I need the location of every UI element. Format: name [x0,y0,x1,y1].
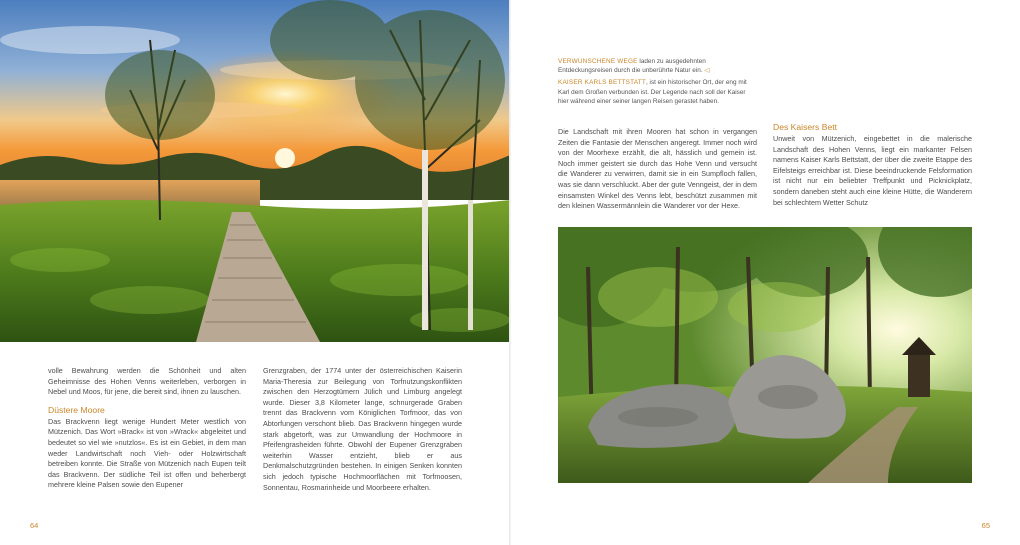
rock-forest-image [558,227,972,483]
column-middle-body: Grenzgraben, der 1774 unter der österreichischen Kaiserin Maria-Theresia zur Beilegung von Torfnutzungskonflikten zwischen den Herzogtümern Jülich und Limburg angelegt wurde. Dieser 3,8 Kilometer lange, schnurgerade Graben trennt das Brackvenn vom Königlichen Torfmoor, das von Abtorfungen verschont blieb. Das Brackvenn hingegen wurde stark abgetorft, was zur Umwandlung der Hochmoore in Pfeifengrasheiden führte. Obwohl der Eupener Grenzgraben weiterhin Wasser entzieht, blieb er aus Denkmalschutzgründen bestehen. In einigen Senken konnten sich jedoch typische Hochmoorflächen mit Torfmoosen, Sonnentau, Rosmarinheide und Moorbeere erhalten. [263,366,462,492]
sunset-boardwalk-photo [0,0,510,342]
photo-captions [558,57,748,106]
column-middle [263,366,462,493]
page-gutter [509,0,511,545]
column-right-a [558,127,757,212]
caption-1 [558,57,748,75]
column-left [48,366,246,491]
heading-duestere-moore: Düstere Moore [48,404,105,415]
column-right-b-body: Unweit von Mützenich, eingebettet in die malerische Landschaft des Hohen Venns, liegt ein markanter Felsen namens Kaiser Karls Bettstatt, der über die zweite Etappe des Eifelsteigs erreichbar ist. Diese beeindruckende Felsformation ist nicht nur ein beliebter Treffpunkt und Picknickplatz, sondern daneben steht auch eine kleine Hütte, die Wanderern bei schlechtem Wetter Schutz [773,134,972,207]
caption-1-lead: VERWUNSCHENE WEGE [558,58,638,65]
triangle-left-icon: ◁ [702,67,710,75]
column-left-intro: volle Bewahrung werden die Schönheit und alten Geheimnisse des Hohen Venns weiterleben, verborgen in Nebel und Moos, für jene, die bereit sind, ihnen zu lauschen. [48,366,246,397]
caption-2-lead: KAISER KARLS BETTSTATT [558,79,646,87]
column-right-b [773,121,972,208]
rock-forest-photo [558,227,972,483]
caption-1-text: laden zu ausgedehnten Entdeckungsreisen durch die unberührte Natur ein. [558,58,706,75]
page-number-left: 64 [30,521,39,530]
caption-2 [558,78,748,106]
page-number-right: 65 [981,521,990,530]
heading-des-kaisers-bett: Des Kaisers Bett [773,122,837,132]
column-right-a-body: Die Landschaft mit ihren Mooren hat schon in vergangen Zeiten die Fantasie der Menschen angeregt. Immer noch wird von der Moorhexe erzählt, die alt, hässlich und gemein ist. Noch immer geistert sie durch das Hohe Venn und versucht die Wanderer zu verwirren, damit sie in ein Sumpfloch fallen, was sie dann verschluckt. Aber der gute Venngeist, der in dem einsamsten Winkel des Venns lebt, beschützt zusammen mit den kleinen Wassermännlein die Wanderer vor der Hexe. [558,127,757,211]
caption-2-text: , ist ein historischer Ort, der eng mit Karl dem Großen verbunden ist. Der Legende nach soll der Kaiser hier während einer seiner langen Reisen gerastet haben. [558,79,747,105]
sunset-boardwalk-image [0,0,510,342]
column-left-body: Das Brackvenn liegt wenige Hundert Meter westlich von Mützenich. Das Wort »Brack« ist von »Wrack« abgeleitet und bedeutet so viel wie »nutzlos«. Es ist ein Gebiet, in dem man weder Landwirtschaft noch Vieh- oder Holzwirtschaft betreiben konnte. Die Straße von Mützenich nach Eupen teilt das Brackvenn. Der südliche Teil ist offen und beherbergt mehrere kleine Palsen sowie den Eupener [48,416,246,490]
